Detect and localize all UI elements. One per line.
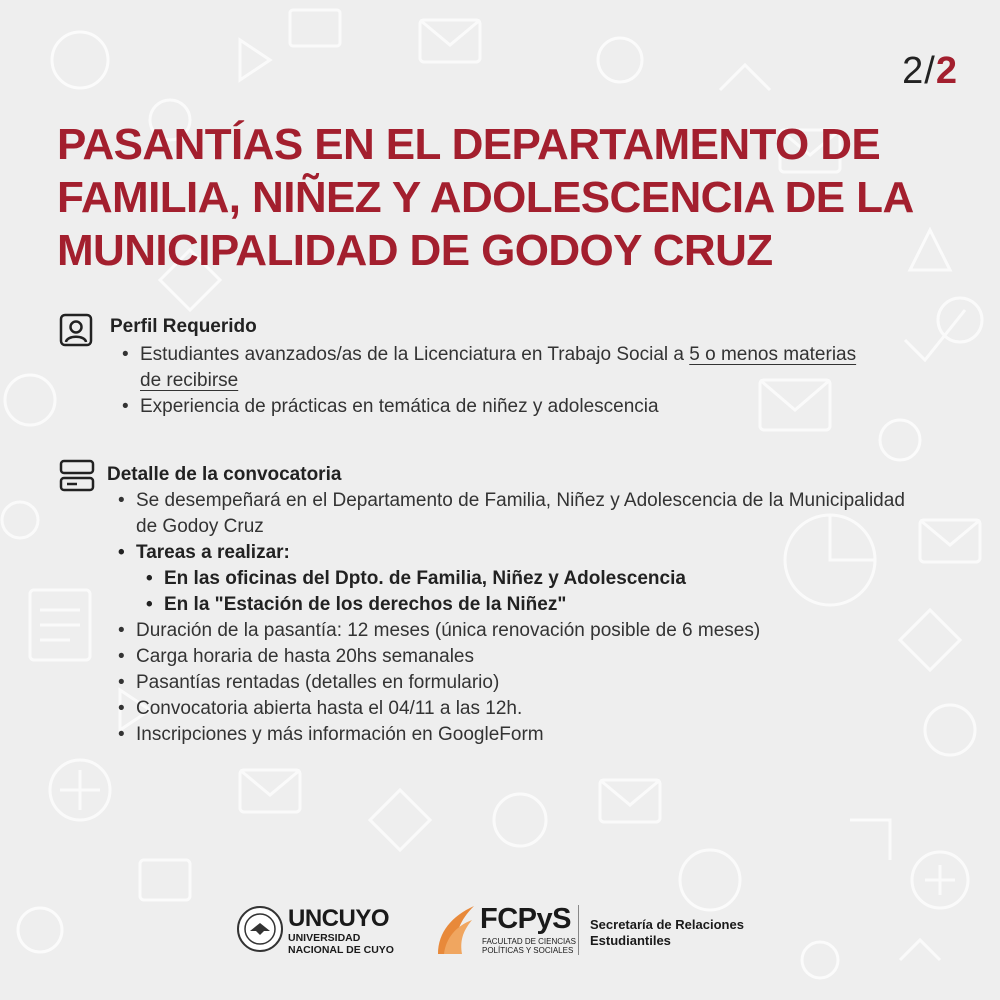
list-item: • En la "Estación de los derechos de la Niñez" [136, 592, 924, 618]
uncuyo-sub1: UNIVERSIDAD [288, 932, 361, 944]
fcpys-sub1: FACULTAD DE CIENCIAS [482, 937, 576, 946]
page-separator: / [924, 50, 936, 92]
section-title-detalle: Detalle de la convocatoria [107, 464, 342, 485]
perfil-item1-prefix: Estudiantes avanzados/as de la Licenciatura en Trabajo Social a [140, 344, 690, 365]
list-item: • En las oficinas del Dpto. de Familia, Niñez y Adolescencia [136, 566, 924, 592]
list-item: • Pasantías rentadas (detalles en formulario) [114, 670, 924, 696]
list-item: • Duración de la pasantía: 12 meses (única renovación posible de 6 meses) [114, 618, 924, 644]
uncuyo-seal-icon [236, 905, 284, 958]
list-item [118, 342, 878, 394]
logo-divider [578, 905, 579, 955]
secretaria-line2: Estudiantiles [590, 933, 671, 948]
uncuyo-logo-text: UNCUYO [288, 905, 390, 932]
form-fields-icon [58, 458, 96, 499]
page-indicator [902, 50, 958, 93]
list-item: • Convocatoria abierta hasta el 04/11 a las 12h. [114, 696, 924, 722]
tareas-label: Tareas a realizar: [136, 542, 290, 563]
fcpys-logo-subtitle [482, 937, 576, 955]
list-item-tareas [114, 540, 924, 618]
list-item: • Inscripciones y más información en GoogleForm [114, 722, 924, 748]
uncuyo-sub2: NACIONAL DE CUYO [288, 944, 394, 956]
section-title-perfil: Perfil Requerido [110, 316, 257, 337]
user-portrait-icon [58, 312, 94, 353]
page-total: 2 [935, 50, 958, 92]
tareas-sublist [136, 566, 924, 618]
list-item: • Experiencia de prácticas en temática de niñez y adolescencia [118, 394, 878, 420]
fcpys-logo-text: FCPyS [480, 903, 571, 935]
list-item: • Carga horaria de hasta 20hs semanales [114, 644, 924, 670]
page-current: 2 [902, 50, 925, 92]
detalle-list [114, 488, 924, 748]
fcpys-sub2: POLÍTICAS Y SOCIALES [482, 946, 574, 955]
perfil-list [118, 342, 878, 420]
page-title: PASANTÍAS EN EL DEPARTAMENTO DE FAMILIA, NIÑEZ Y ADOLESCENCIA DE LA MUNICIPALIDAD DE GODOY CRUZ [57, 120, 912, 275]
uncuyo-logo-subtitle [288, 932, 394, 956]
secretaria-label [590, 917, 744, 949]
fcpys-flame-icon [434, 902, 478, 961]
perfil-item1-underlined: 5 o menos materias de recibirse [140, 344, 857, 391]
list-item: • Se desempeñará en el Departamento de Familia, Niñez y Adolescencia de la Municipalidad de Godoy Cruz [114, 488, 924, 540]
secretaria-line1: Secretaría de Relaciones [590, 917, 744, 932]
